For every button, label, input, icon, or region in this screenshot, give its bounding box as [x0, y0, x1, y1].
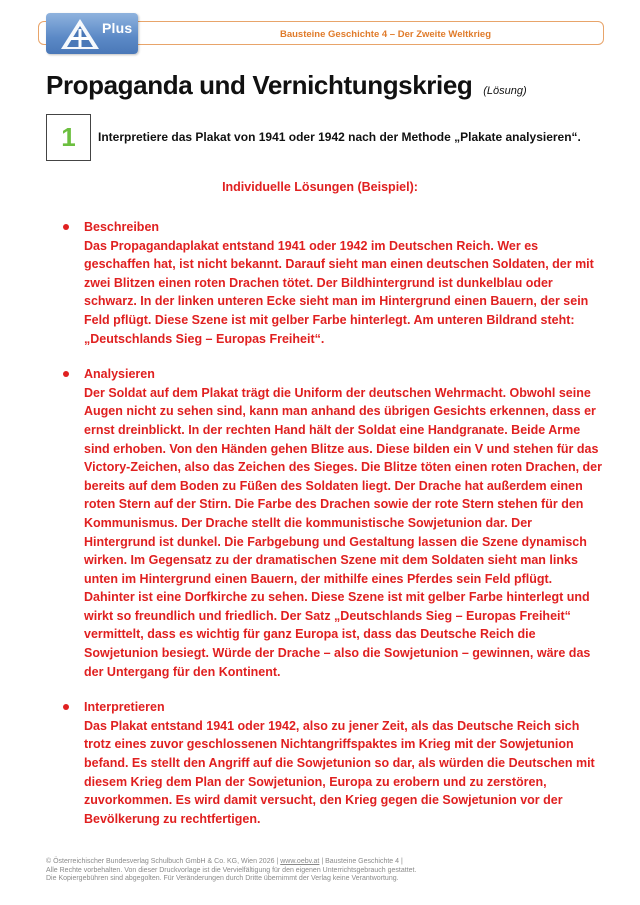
section-body: Das Plakat entstand 1941 oder 1942, also zu jener Zeit, als das Deutsche Reich sich trotz eines zuvor geschlossenen Nichtangriffspaktes im Krieg mit der Sowjetunion befand. Es stellt den Angriff auf die Sowjetunion so dar, als würden die Deutschen mit diesem Krieg dem Plan der Sowjetunion, Europa zu erobern und zu zerstören, zuvorkommen. Es wird damit versucht, den Krieg gegen die Sowjetunion vor der Bevölkerung zu rechtfertigen. — [84, 718, 595, 826]
section-analysieren — [62, 365, 602, 681]
series-title: Bausteine Geschichte 4 – Der Zweite Weltkrieg — [279, 29, 491, 40]
footer — [46, 858, 606, 884]
footer-line-3: Die Kopiergebühren sind abgegolten. Für Veränderungen durch Dritte übernimmt der Verlag keine Verantwortung. — [46, 875, 399, 883]
page-subtitle: (Lösung) — [483, 85, 527, 97]
task-number: 1 — [61, 122, 76, 152]
section-body: Der Soldat auf dem Plakat trägt die Uniform der deutschen Wehrmacht. Obwohl seine Augen nicht zu sehen sind, kann man anhand des übrigen Gesichts erkennen, dass er ernst dreinblickt. In der rechten Hand hält der Soldat eine Handgranate. Beide Arme sind erhoben. Von den Händen gehen Blitze aus. Diese bilden ein V und stehen für das Victory-Zeichen, also das Zeichen des Sieges. Die Blitze töten einen roten Drachen, der bereits auf dem Boden zu Füßen des Soldaten liegt. Der Drache hat außerdem einen roten Stern auf der Stirn. Die Farbe des Drachen sowie der rote Stern stehen für den Kommunismus. Der Drache stellt die kommunistische Sowjetunion dar. Der Hintergrund ist dunkel. Die Farbgebung und Gestaltung lassen die Szene dynamisch wirken. Im Gegensatz zu der dramatischen Szene mit dem Soldaten sieht man links unten im Hintergrund einen Bauern, der mithilfe eines Pferdes sein Feld pflügt. Dahinter ist eine Dorfkirche zu sehen. Diese Szene ist mit gelber Farbe hinterlegt und wirkt so freundlich und friedlich. Der Satz „Deutschlands Sieg – Europas Freiheit“ vermittelt, dass es wichtig für ganz Europa ist, dass das Deutsche Reich die Sowjetunion besiegt. Würde der Drache – also die Sowjetunion – gewinnen, wäre das der Untergang für den Kontinent. — [84, 385, 602, 679]
bullet-icon — [63, 704, 69, 710]
section-beschreiben — [62, 218, 602, 348]
section-body: Das Propagandaplakat entstand 1941 oder 1942 im Deutschen Reich. Wer es geschaffen hat, ist nicht bekannt. Darauf sieht man einen deutschen Soldaten, der mit zwei Blitzen einen roten Drachen tötet. Der Bildhintergrund ist dunkelblau oder schwarz. In der linken unteren Ecke sieht man im Hintergrund einen Bauern, der sein Feld pflügt. Diese Szene ist mit gelber Farbe hinterlegt. Am unteren Bildrand steht: „Deutschlands Sieg – Europas Freiheit“. — [84, 238, 594, 346]
bullet-icon — [63, 371, 69, 377]
section-title: Analysieren — [84, 367, 155, 382]
page-title — [46, 70, 527, 101]
footer-website-link[interactable]: www.oebv.at — [280, 858, 320, 865]
section-interpretieren — [62, 698, 602, 828]
logo-text: Plus — [102, 20, 133, 36]
solutions-heading: Individuelle Lösungen (Beispiel): — [222, 180, 418, 194]
task-number-box — [46, 114, 91, 161]
bullet-icon — [63, 224, 69, 230]
solution-content — [62, 218, 602, 845]
footer-series: | Bausteine Geschichte 4 | — [321, 858, 403, 865]
plus-logo — [46, 13, 138, 54]
footer-line-1 — [46, 858, 606, 867]
footer-copyright: © Österreichischer Bundesverlag Schulbuch GmbH & Co. KG, Wien 2026 | — [46, 858, 279, 865]
triangle-logo-icon — [60, 18, 100, 50]
task-instruction: Interpretiere das Plakat von 1941 oder 1942 nach der Methode „Plakate analysieren“. — [98, 130, 581, 144]
section-title: Beschreiben — [84, 220, 160, 234]
page-title-text: Propaganda und Vernichtungskrieg — [46, 70, 473, 100]
footer-line-2: Alle Rechte vorbehalten. Von dieser Druckvorlage ist die Vervielfältigung für den eigenen Unterrichtsgebrauch gestattet. — [46, 866, 417, 874]
section-title: Interpretieren — [84, 700, 165, 715]
